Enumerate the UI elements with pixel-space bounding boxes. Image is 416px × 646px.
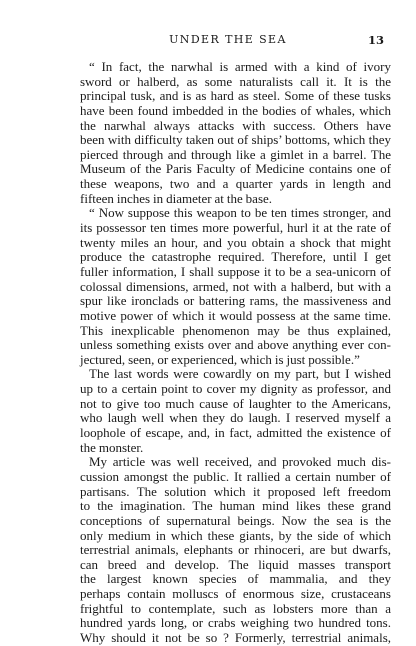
text-line: these weapons, two and a quarter yards in length and: [80, 176, 391, 192]
text-line: This inexplicable phenomenon may be thus explained,: [80, 322, 391, 338]
text-line: motive power of which it would possess at the same time.: [80, 307, 391, 323]
running-title: UNDER THE SEA: [169, 33, 287, 46]
text-line: frightful to contemplate, such as lobsters more than a: [80, 600, 391, 616]
text-line: Museum of the Paris Faculty of Medicine contains one of: [80, 161, 391, 177]
page-number: 13: [367, 33, 384, 47]
text-line: conceptions of supernatural beings. Now the sea is the: [80, 512, 391, 528]
text-line: sword or halberd, as some naturalists call it. It is the: [80, 73, 391, 89]
text-line: terrestrial animals, elephants or rhinoceri, are but dwarfs,: [80, 542, 391, 558]
text-line: fuller information, I shall suppose it to be a sea-unicorn of: [80, 263, 391, 279]
text-line: the monster.: [80, 439, 144, 455]
text-line: cussion amongst the public. It rallied a certain number of: [80, 468, 391, 484]
text-line: unless something exists over and above anything ever con-: [80, 337, 391, 353]
text-line: have been found imbedded in the bodies of whales, which: [80, 102, 391, 118]
text-line: to the imagination. The human mind likes these grand: [80, 498, 391, 514]
text-line: been with difficulty taken out of ships’ bottoms, which they: [80, 132, 391, 148]
text-line: not to give too much cause of laughter to the Americans,: [80, 395, 391, 411]
text-line: loophole of escape, and, in fact, admitted the existence of: [80, 425, 391, 441]
text-line: jectured, seen, or experienced, which is just possible.”: [80, 351, 360, 367]
body-text: [80, 60, 391, 646]
text-line: spur like ironclads or battering rams, the massiveness and: [80, 293, 391, 309]
text-line: the largest known species of mammalia, and they: [80, 571, 391, 587]
text-line: who laugh well when they do laugh. I reserved myself a: [80, 410, 391, 426]
text-line: The last words were cowardly on my part, but I wished: [89, 366, 391, 382]
text-line: pierced through and through like a gimlet in a barrel. The: [80, 146, 391, 162]
text-line: can breed and develop. The liquid masses transport: [80, 556, 391, 572]
text-line: perhaps contain molluscs of enormous size, crustaceans: [80, 586, 391, 602]
text-line: fifteen inches in diameter at the base.: [80, 190, 273, 206]
text-line: “ Now suppose this weapon to be ten times stronger, and: [89, 205, 391, 221]
text-line: up to a certain point to cover my dignity as professor, and: [80, 381, 391, 397]
text-line: colossal dimensions, armed, not with a halberd, but with a: [80, 278, 391, 294]
text-line: My article was well received, and provoked much dis-: [89, 454, 391, 470]
text-line: twenty miles an hour, and you obtain a shock that might: [80, 234, 391, 250]
text-line: principal tusk, and is as hard as steel. Some of these tusks: [80, 88, 391, 104]
text-line: produce the catastrophe required. Therefore, until I get: [80, 249, 391, 265]
text-line: “ In fact, the narwhal is armed with a kind of ivory: [89, 59, 391, 74]
text-line: hundred yards long, or crabs weighing two hundred tons.: [80, 615, 391, 631]
text-line: its possessor ten times more powerful, hurl it at the rate of: [80, 220, 391, 236]
text-line: only medium in which these giants, by the side of which: [80, 527, 391, 543]
text-line: the narwhal always attacks with success. Others have: [80, 117, 391, 133]
text-line: partisans. The solution which it proposed left freedom: [80, 483, 391, 499]
text-line: Why should it not be so ? Formerly, terrestrial animals,: [80, 629, 391, 645]
running-head: [72, 33, 384, 47]
